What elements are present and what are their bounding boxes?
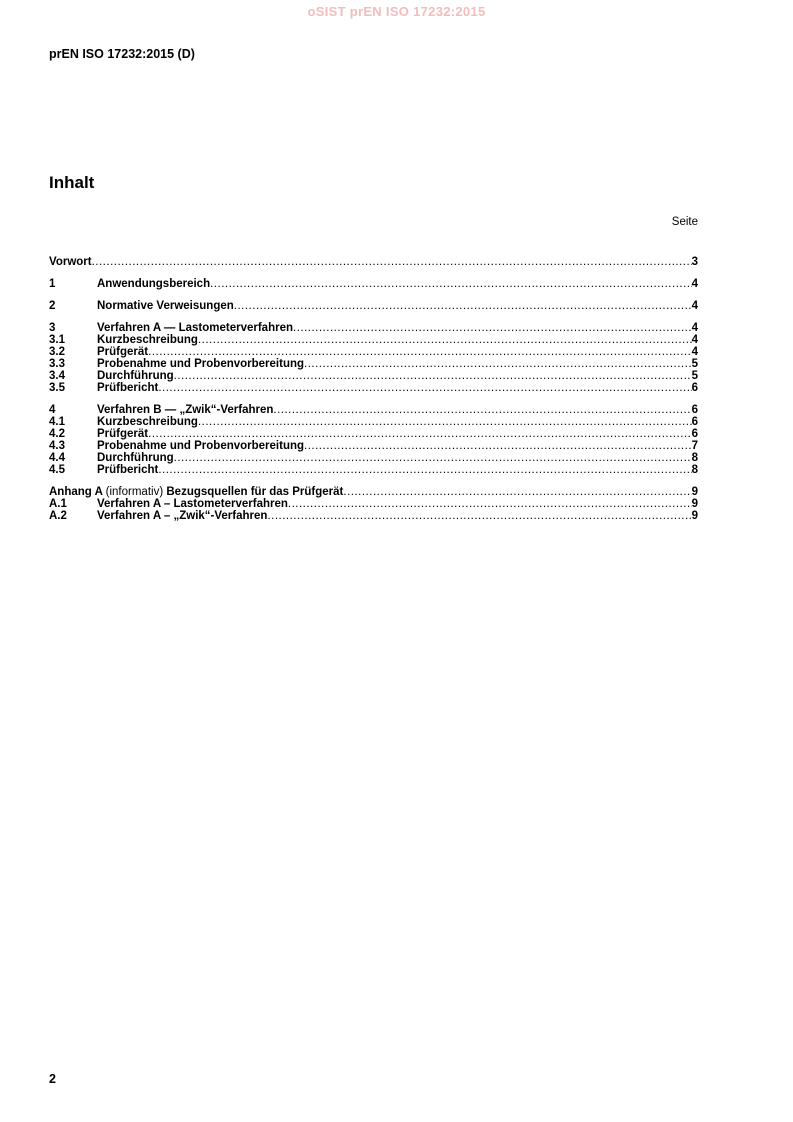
toc-leader [293,322,692,334]
toc-entry-number: 2 [49,300,56,312]
toc-entry-3-2[interactable] [49,346,698,358]
toc-entry-page: 4 [691,300,698,312]
toc-entry-3-1[interactable] [49,334,698,346]
toc-entry-page: 8 [691,464,698,476]
page-number: 2 [49,1072,56,1086]
toc-entry-label: Durchführung [97,452,174,464]
toc-entry-page: 5 [691,358,698,370]
toc-leader [158,382,691,394]
toc-entry-page: 6 [691,404,698,416]
toc-entry-2[interactable] [49,300,698,312]
toc-entry-label: Durchführung [97,370,174,382]
toc-entry-4-5[interactable] [49,464,698,476]
toc-leader [92,256,692,268]
toc-entry-a-1[interactable] [49,498,698,510]
toc-entry-number: 4.1 [49,416,65,428]
toc-entry-anhang-a[interactable] [49,486,698,498]
toc-leader [210,278,691,290]
annex-prefix: Anhang A [49,486,103,498]
toc-entry-number: 4 [49,404,56,416]
toc-leader [198,334,692,346]
toc-entry-page: 6 [691,382,698,394]
toc-entry-vorwort[interactable] [49,256,698,268]
toc-entry-3-5[interactable] [49,382,698,394]
toc-entry-label: Vorwort [49,256,92,268]
annex-informative-tag: (informativ) [105,486,164,498]
toc-entry-number: 3.4 [49,370,65,382]
toc-leader [234,300,692,312]
toc-leader [198,416,692,428]
toc-entry-number: A.1 [49,498,67,510]
toc-leader [174,452,692,464]
toc-leader [273,404,691,416]
toc-entry-4-4[interactable] [49,452,698,464]
toc-entry-4[interactable] [49,404,698,416]
toc-title: Inhalt [49,173,95,192]
toc-entry-number: A.2 [49,510,67,522]
toc-entry-page: 7 [691,440,698,452]
toc-entry-label: Kurzbeschreibung [97,416,198,428]
toc-entry-number: 3.1 [49,334,65,346]
toc-entry-3-3[interactable] [49,358,698,370]
toc-entry-label: Anwendungsbereich [97,278,211,290]
toc-entry-label [49,486,343,498]
toc-entry-number: 3 [49,322,56,334]
toc-entry-page: 4 [691,334,698,346]
toc-entry-page: 4 [691,278,698,290]
toc-entry-3-4[interactable] [49,370,698,382]
toc-entry-number: 4.5 [49,464,65,476]
toc-entry-label: Prüfbericht [97,382,159,394]
toc-entry-page: 3 [691,256,698,268]
toc-leader [304,358,692,370]
toc-entry-page: 5 [691,370,698,382]
watermark: oSIST prEN ISO 17232:2015 [307,4,486,19]
annex-title: Bezugsquellen für das Prüfgerät [166,486,344,498]
toc-entry-page: 4 [691,346,698,358]
toc-entry-3[interactable] [49,322,698,334]
toc-entry-label: Verfahren B — „Zwik“-Verfahren [97,404,274,416]
toc-entry-page: 6 [691,428,698,440]
toc-entry-label: Verfahren A – „Zwik“-Verfahren [97,510,268,522]
toc-leader [174,370,692,382]
toc-entry-number: 4.4 [49,452,65,464]
toc-entry-number: 1 [49,278,56,290]
toc-entry-label: Prüfgerät [97,346,149,358]
toc-entry-page: 9 [691,510,698,522]
toc-entry-1[interactable] [49,278,698,290]
toc-entry-label: Normative Verweisungen [97,300,234,312]
toc-entry-label: Verfahren A – Lastometerverfahren [97,498,288,510]
toc-entry-page: 9 [691,498,698,510]
toc-entry-page: 6 [691,416,698,428]
toc-entry-a-2[interactable] [49,510,698,522]
toc-entry-label: Prüfgerät [97,428,149,440]
toc-entry-number: 3.2 [49,346,65,358]
toc-entry-number: 3.5 [49,382,65,394]
toc-leader [288,498,692,510]
table-of-contents [49,256,698,522]
toc-leader [158,464,691,476]
page-column-label: Seite [671,216,698,228]
toc-entry-4-1[interactable] [49,416,698,428]
toc-leader [148,346,691,358]
toc-entry-label: Probenahme und Probenvorbereitung [97,358,305,370]
toc-entry-number: 4.2 [49,428,65,440]
toc-leader [343,486,691,498]
toc-entry-label: Probenahme und Probenvorbereitung [97,440,305,452]
toc-entry-page: 9 [691,486,698,498]
toc-entry-label: Verfahren A — Lastometerverfahren [97,322,293,334]
toc-leader [304,440,692,452]
toc-entry-page: 8 [691,452,698,464]
toc-entry-4-2[interactable] [49,428,698,440]
toc-entry-label: Kurzbeschreibung [97,334,198,346]
document-header: prEN ISO 17232:2015 (D) [49,47,195,61]
toc-leader [267,510,691,522]
toc-entry-4-3[interactable] [49,440,698,452]
toc-entry-number: 4.3 [49,440,65,452]
toc-entry-label: Prüfbericht [97,464,159,476]
toc-leader [148,428,691,440]
toc-entry-number: 3.3 [49,358,65,370]
toc-entry-page: 4 [691,322,698,334]
